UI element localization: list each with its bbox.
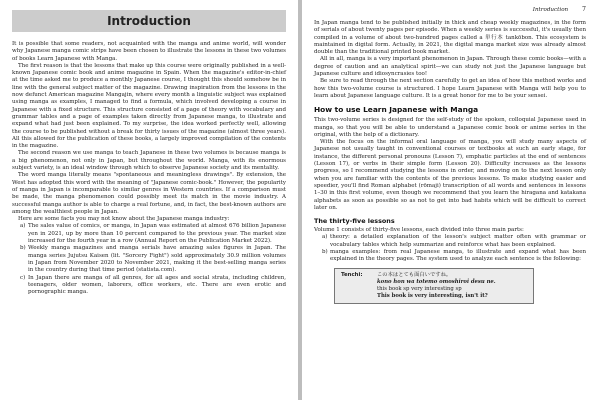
running-header: [314, 6, 586, 16]
example-speaker: Tenchi:: [341, 271, 363, 278]
paragraph: Be sure to read through the next section carefully to get an idea of how this method works and how this two-volume course is structured. I hope Learn Japanese with Manga will help you to learn about Japanese language culture. It is a great honor for me to be your sensei.: [314, 78, 586, 99]
example-gloss: this book sp very interesting sp: [377, 286, 462, 293]
paragraph: Here are some facts you may not know about the Japanese manga industry:: [18, 216, 230, 223]
example-romaji: kono hon wa totemo omoshiroi desu ne.: [377, 278, 496, 285]
parts-list: [314, 234, 586, 263]
section-heading-lessons: The thirty-five lessons: [314, 217, 395, 226]
list-item: [322, 249, 586, 264]
paragraph: In Japan manga tend to be published initially in thick and cheap weekly magazines, in the form of serials of about twenty pages per episode. When a weekly series is successful, it's usually then compiled in a volume of about two-hundred pages called a 単行本 tankōbon. This ecosystem is maintained in digital form. Actually, in 2021, the digital manga market size was already almost double than the traditional printed book market.: [314, 20, 586, 56]
list-item-text: theory: a detailed explanation of the lesson's subject matter often with grammar or vocabulary tables which help summarize and reinforce what has been explained.: [330, 234, 586, 248]
list-item-label: c): [20, 274, 26, 281]
paragraph: The first reason is that the lessons that make up this course were originally published in a well-known Japanese comic book and anime magazine in Spain. When the magazine's editor-in-chief at the time asked me to produce a monthly Japanese course, I thought this should somehow be in line with the general subject matter of the magazine. Drawing inspiration from the lessons in the now defunct American magazine Mangajin, where every month a linguistic subject was explained using manga as examples, I managed to find a formula, which involved developing a course in Japanese with a fixed structure. This structure consisted of a page of theory with vocabulary and grammar tables and a page of examples taken directly from Japanese manga, to illustrate and expand what had just been explained. To my surprise, the idea worked perfectly well, allowing the course to be published without a break for thirty issues of the magazine (almost three years). All this allowed for the publication of these books, a largely improved compilation of the contents in the magazine.: [12, 62, 286, 150]
list-item-label: b): [322, 249, 328, 256]
page-number: 7: [582, 6, 586, 13]
chapter-title: Introduction: [107, 14, 191, 28]
list-item: [20, 275, 286, 297]
list-item-text: In Japan there are manga of all genres, for all ages and social strata, including children, teenagers, older women, laborers, office workers, etc. There are even erotic and pornographic manga.: [28, 274, 286, 296]
list-item-text: manga examples: from real Japanese manga, to illustrate and expand what has been explained in the theory pages. The system used to analyze each sentence is the following:: [330, 249, 586, 263]
paragraph: With the focus on the informal oral language of manga, you will study many aspects of Japanese not usually taught in conventional courses or textbooks at such an early stage, for instance, the different personal pronouns (Lesson 7), emphatic particles at the end of sentences (Lesson 17), or verbs in their simple form (Lesson 20). Difficulty increases as the lessons progress, so I recommend studying the lessons in order, and moving on to the next lesson only when you are familiar with the contents of the previous lessons. To make studying easier and speedier, you'll find Roman alphabet (rōmaji) transcription of all words and sentences in lessons 1–30 in this first volume, even though we recommend that you learn the hiragana and katakana alphabets as soon as possible so as not to get into bad habits which will be difficult to correct later on.: [314, 139, 586, 211]
list-item-label: b): [20, 245, 26, 252]
example-japanese: この本はとても面白いですね。: [377, 271, 452, 278]
list-item: [20, 245, 286, 274]
list-item-label: a): [322, 234, 328, 241]
paragraph: Volume 1 consists of thirty-five lessons, each divided into three main parts:: [314, 227, 524, 234]
section-heading-how-to-use: How to use Learn Japanese with Manga: [314, 105, 479, 115]
facts-list: [12, 223, 286, 296]
list-item-text: Weekly manga magazines and manga serials have amazing sales figures in Japan. The manga series Jujutsu Kaisen (lit. "Sorcery Fight") sold approximately 30.9 million volumes in Japan from November 2020 to November 2021, making it the best-selling manga series in the country during that time period (statista.com).: [28, 245, 286, 274]
paragraph: The second reason we use manga to teach Japanese in these two volumes is because manga is a big phenomenon, not only in Japan, but throughout the world. Manga, with its enormous subject variety, is an ideal window through which to observe Japanese society and its mentality.: [12, 150, 286, 172]
list-item-text: The sales value of comics, or manga, in Japan was estimated at almost 676 billion Japanese yen in 2021, up by more than 10 percent compared to the previous year. The market size increased for the fourth year in a row (Annual Report on the Publication Market 2022).: [28, 223, 286, 245]
example-sentence-box: [334, 268, 534, 305]
chapter-title-banner: [12, 10, 286, 32]
paragraph: It is possible that some readers, not acquainted with the manga and anime world, will wonder why Japanese manga comic strips have been chosen to illustrate the lessons in these two volumes of books Learn Japanese with Manga.: [12, 41, 286, 62]
paragraph: This two-volume series is designed for the self-study of the spoken, colloquial Japanese used in manga, so that you will be able to understand a Japanese comic book or anime series in the original, with the help of a dictionary.: [314, 117, 586, 138]
paragraph: The word manga literally means "spontaneous and meaningless drawings". By extension, the West has adopted this word with the meaning of "Japanese comic-book." However, the popularity of manga in Japan is incomparable to similar genres in Western countries. If a comparison must be made, the manga phenomenon could possibly meet its match in the movie industry. A successful manga author is able to charge a real fortune, and, in fact, the best-known authors are among the wealthiest people in Japan.: [12, 172, 286, 215]
paragraph: All in all, manga is a very important phenomenon in Japan. Through these comic books—with a degree of caution and an analytical spirit—we can study not just the Japanese language but Japanese culture and idiosyncrasies too!: [314, 56, 586, 78]
list-item: [322, 234, 586, 249]
list-item-label: a): [20, 223, 26, 230]
left-page: [0, 0, 298, 400]
right-page: [302, 0, 600, 400]
example-translation: This book is very interesting, isn't it?: [377, 293, 488, 300]
running-head-title: Introduction: [532, 7, 569, 13]
list-item: [20, 223, 286, 245]
